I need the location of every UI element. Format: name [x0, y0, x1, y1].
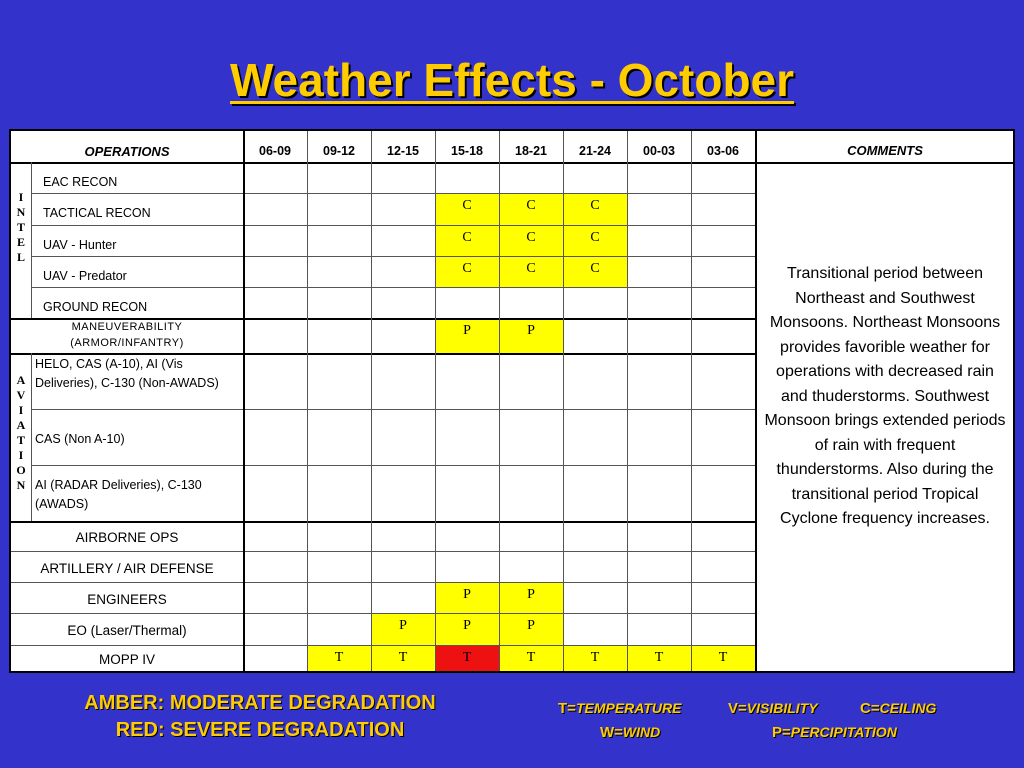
- row-divider: [755, 162, 1013, 164]
- degradation-mark: T: [526, 650, 536, 665]
- group-divider: [31, 162, 32, 318]
- row-divider: [11, 551, 755, 552]
- comments-text: Transitional period between Northeast and Southwest Monsoons. Northeast Monsoons provides favorible weather for operations with decreased rain and thuderstorms. Southwest Monsoon brings extended periods of rain with frequent thunderstorms. Also during the transitional period Tropical Cyclone frequency increases.: [764, 265, 1006, 527]
- legend-c-key: C=: [860, 700, 880, 717]
- time-header: 18-21: [515, 144, 547, 158]
- row-label: UAV - Hunter: [43, 237, 117, 252]
- row-sublabel: (ARMOR/INFANTRY): [70, 337, 184, 349]
- legend-c-val: CEILING: [879, 700, 937, 716]
- weather-effects-table: [9, 129, 1015, 673]
- row-divider: [31, 225, 755, 226]
- degradation-mark: C: [462, 198, 472, 213]
- legend-p-key: P=: [772, 724, 791, 741]
- page-title: Weather Effects - October: [229, 54, 795, 106]
- row-label: MOPP IV: [98, 652, 156, 667]
- row-label: TACTICAL RECON: [43, 206, 151, 220]
- row-label: UAV - Predator: [43, 268, 127, 283]
- degradation-mark: C: [590, 230, 600, 245]
- degradation-mark: C: [526, 261, 536, 276]
- operations-header: OPERATIONS: [84, 144, 170, 159]
- group-letter: A: [16, 418, 26, 432]
- time-header: 09-12: [323, 144, 355, 158]
- degradation-mark: C: [526, 230, 536, 245]
- legend-w-val: WIND: [622, 724, 661, 740]
- group-letter: N: [16, 478, 26, 492]
- degradation-mark: C: [590, 261, 600, 276]
- degradation-mark: P: [527, 323, 535, 338]
- group-letter: T: [16, 433, 25, 447]
- legend-p-val: PERCIPITATION: [790, 724, 897, 740]
- group-letter: I: [18, 448, 24, 462]
- col-divider: [371, 131, 372, 671]
- degradation-mark: P: [527, 587, 535, 602]
- degradation-mark: C: [462, 230, 472, 245]
- legend-w-key: W=: [600, 724, 623, 741]
- row-divider: [11, 521, 755, 523]
- group-letter: I: [18, 403, 24, 417]
- row-label: EAC RECON: [43, 174, 118, 189]
- col-divider: [307, 131, 308, 671]
- row-label: AI (RADAR Deliveries), C-130 (AWADS): [35, 478, 202, 511]
- comments-header: COMMENTS: [847, 143, 923, 158]
- legend-red: RED: SEVERE DEGRADATION: [115, 719, 405, 741]
- time-header: 21-24: [579, 144, 611, 158]
- group-letter: L: [16, 250, 25, 264]
- col-divider: [435, 131, 436, 671]
- time-header: 03-06: [707, 144, 739, 158]
- degradation-mark: C: [526, 198, 536, 213]
- row-divider: [11, 582, 755, 583]
- aviation-group-label: [11, 373, 31, 493]
- degradation-mark: T: [654, 650, 664, 665]
- group-letter: V: [16, 388, 26, 402]
- degradation-mark: P: [463, 618, 471, 633]
- row-label: CAS (Non A-10): [35, 431, 125, 446]
- legend-v-val: VISIBILITY: [746, 700, 818, 716]
- row-divider: [31, 287, 755, 288]
- degradation-mark: T: [462, 650, 472, 665]
- group-letter: I: [18, 190, 24, 204]
- legend-severity: [40, 690, 480, 744]
- row-label: ARTILLERY / AIR DEFENSE: [40, 560, 214, 576]
- row-divider: [31, 193, 755, 194]
- legend-t-key: T=: [558, 700, 576, 717]
- row-label: EO (Laser/Thermal): [67, 623, 187, 638]
- row-divider: [11, 645, 755, 646]
- legend-v-key: V=: [728, 700, 747, 717]
- degradation-mark: P: [463, 587, 471, 602]
- time-header: 06-09: [259, 144, 291, 158]
- col-divider: [499, 131, 500, 671]
- degradation-mark: P: [527, 618, 535, 633]
- group-letter: A: [16, 373, 26, 387]
- row-divider: [11, 162, 755, 164]
- col-divider: [563, 131, 564, 671]
- row-label: HELO, CAS (A-10), AI (Vis Deliveries), C-130 (Non-AWADS): [35, 356, 219, 390]
- row-divider: [31, 409, 755, 410]
- row-label: ENGINEERS: [87, 591, 167, 607]
- group-letter: N: [16, 205, 26, 219]
- col-divider: [243, 131, 245, 671]
- row-divider: [31, 256, 755, 257]
- degradation-mark: T: [334, 650, 344, 665]
- degradation-mark: C: [590, 198, 600, 213]
- row-label: MANEUVERABILITY: [71, 321, 183, 333]
- time-header: 12-15: [387, 144, 419, 158]
- row-label: AIRBORNE OPS: [75, 530, 179, 545]
- group-letter: O: [16, 463, 26, 477]
- group-letter: E: [16, 235, 25, 249]
- col-divider: [691, 131, 692, 671]
- row-label: GROUND RECON: [43, 299, 148, 314]
- degradation-mark: C: [462, 261, 472, 276]
- time-header: 15-18: [451, 144, 483, 158]
- degradation-mark: T: [398, 650, 408, 665]
- row-divider: [31, 465, 755, 466]
- col-divider: [755, 131, 757, 671]
- time-header: 00-03: [643, 144, 675, 158]
- degradation-mark: T: [718, 650, 728, 665]
- legend-amber: AMBER: MODERATE DEGRADATION: [84, 692, 436, 714]
- degradation-mark: P: [399, 618, 407, 633]
- row-divider: [11, 613, 755, 614]
- col-divider: [627, 131, 628, 671]
- legend-t-val: TEMPERATURE: [575, 700, 682, 716]
- group-letter: T: [16, 220, 25, 234]
- group-divider: [31, 353, 32, 521]
- degradation-mark: T: [590, 650, 600, 665]
- intel-group-label: [11, 190, 31, 265]
- degradation-mark: P: [463, 323, 471, 338]
